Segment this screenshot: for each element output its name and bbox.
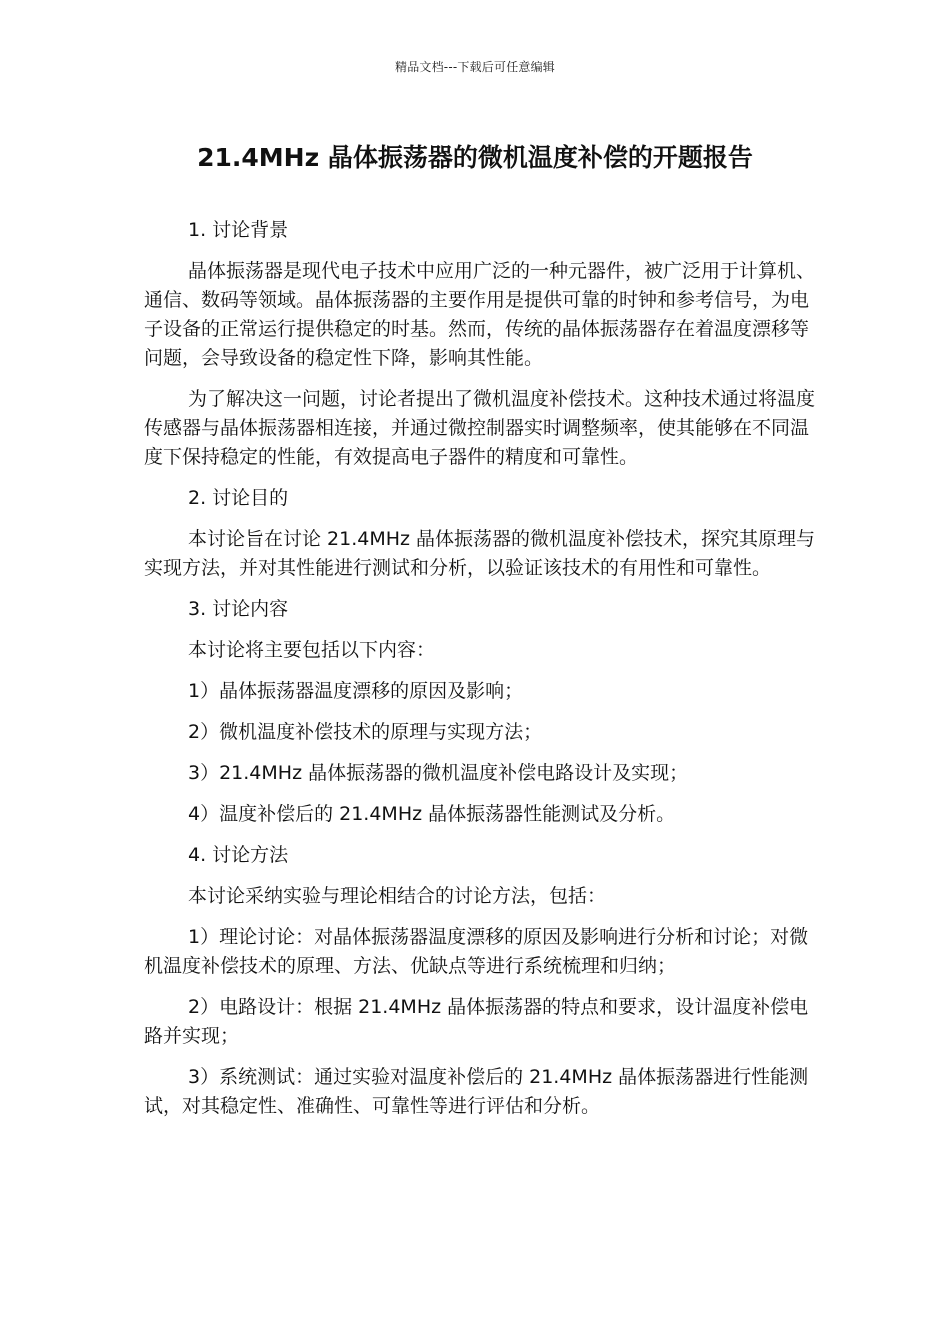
paragraph: 本讨论旨在讨论 21.4MHz 晶体振荡器的微机温度补偿技术，探究其原理与实现方法，并对其性能进行测试和分析，以验证该技术的有用性和可靠性。 — [144, 528, 816, 579]
list-item: 1）晶体振荡器温度漂移的原因及影响； — [188, 680, 524, 702]
list-item: 2）微机温度补偿技术的原理与实现方法； — [188, 721, 543, 743]
list-item: 3）系统测试：通过实验对温度补偿后的 21.4MHz 晶体振荡器进行性能测试，对其稳定性、准确性、可靠性等进行评估和分析。 — [144, 1066, 809, 1117]
section-heading: 1. 讨论背景 — [188, 219, 289, 241]
section-heading: 3. 讨论内容 — [188, 598, 289, 620]
paragraph: 本讨论采纳实验与理论相结合的讨论方法，包括： — [188, 885, 607, 907]
list-item: 4）温度补偿后的 21.4MHz 晶体振荡器性能测试及分析。 — [188, 803, 676, 825]
list-item: 2）电路设计：根据 21.4MHz 晶体振荡器的特点和要求，设计温度补偿电路并实现； — [144, 996, 809, 1047]
document-title: 21.4MHz 晶体振荡器的微机温度补偿的开题报告 — [197, 143, 753, 172]
list-item: 1）理论讨论：对晶体振荡器温度漂移的原因及影响进行分析和讨论；对微机温度补偿技术的原理、方法、优缺点等进行系统梳理和归纳； — [144, 926, 809, 977]
section-heading: 2. 讨论目的 — [188, 487, 289, 509]
list-item: 3）21.4MHz 晶体振荡器的微机温度补偿电路设计及实现； — [188, 762, 689, 784]
paragraph: 为了解决这一问题，讨论者提出了微机温度补偿技术。这种技术通过将温度传感器与晶体振荡器相连接，并通过微控制器实时调整频率，使其能够在不同温度下保持稳定的性能，有效提高电子器件的精度和可靠性。 — [144, 388, 816, 468]
section-heading: 4. 讨论方法 — [188, 844, 289, 866]
document-body — [144, 216, 816, 1133]
paragraph: 晶体振荡器是现代电子技术中应用广泛的一种元器件，被广泛用于计算机、通信、数码等领域。晶体振荡器的主要作用是提供可靠的时钟和参考信号，为电子设备的正常运行提供稳定的时基。然而，传统的晶体振荡器存在着温度漂移等问题，会导致设备的稳定性下降，影响其性能。 — [144, 260, 816, 369]
page-header-note: 精品文档---下载后可任意编辑 — [395, 60, 555, 74]
paragraph: 本讨论将主要包括以下内容： — [188, 639, 436, 661]
